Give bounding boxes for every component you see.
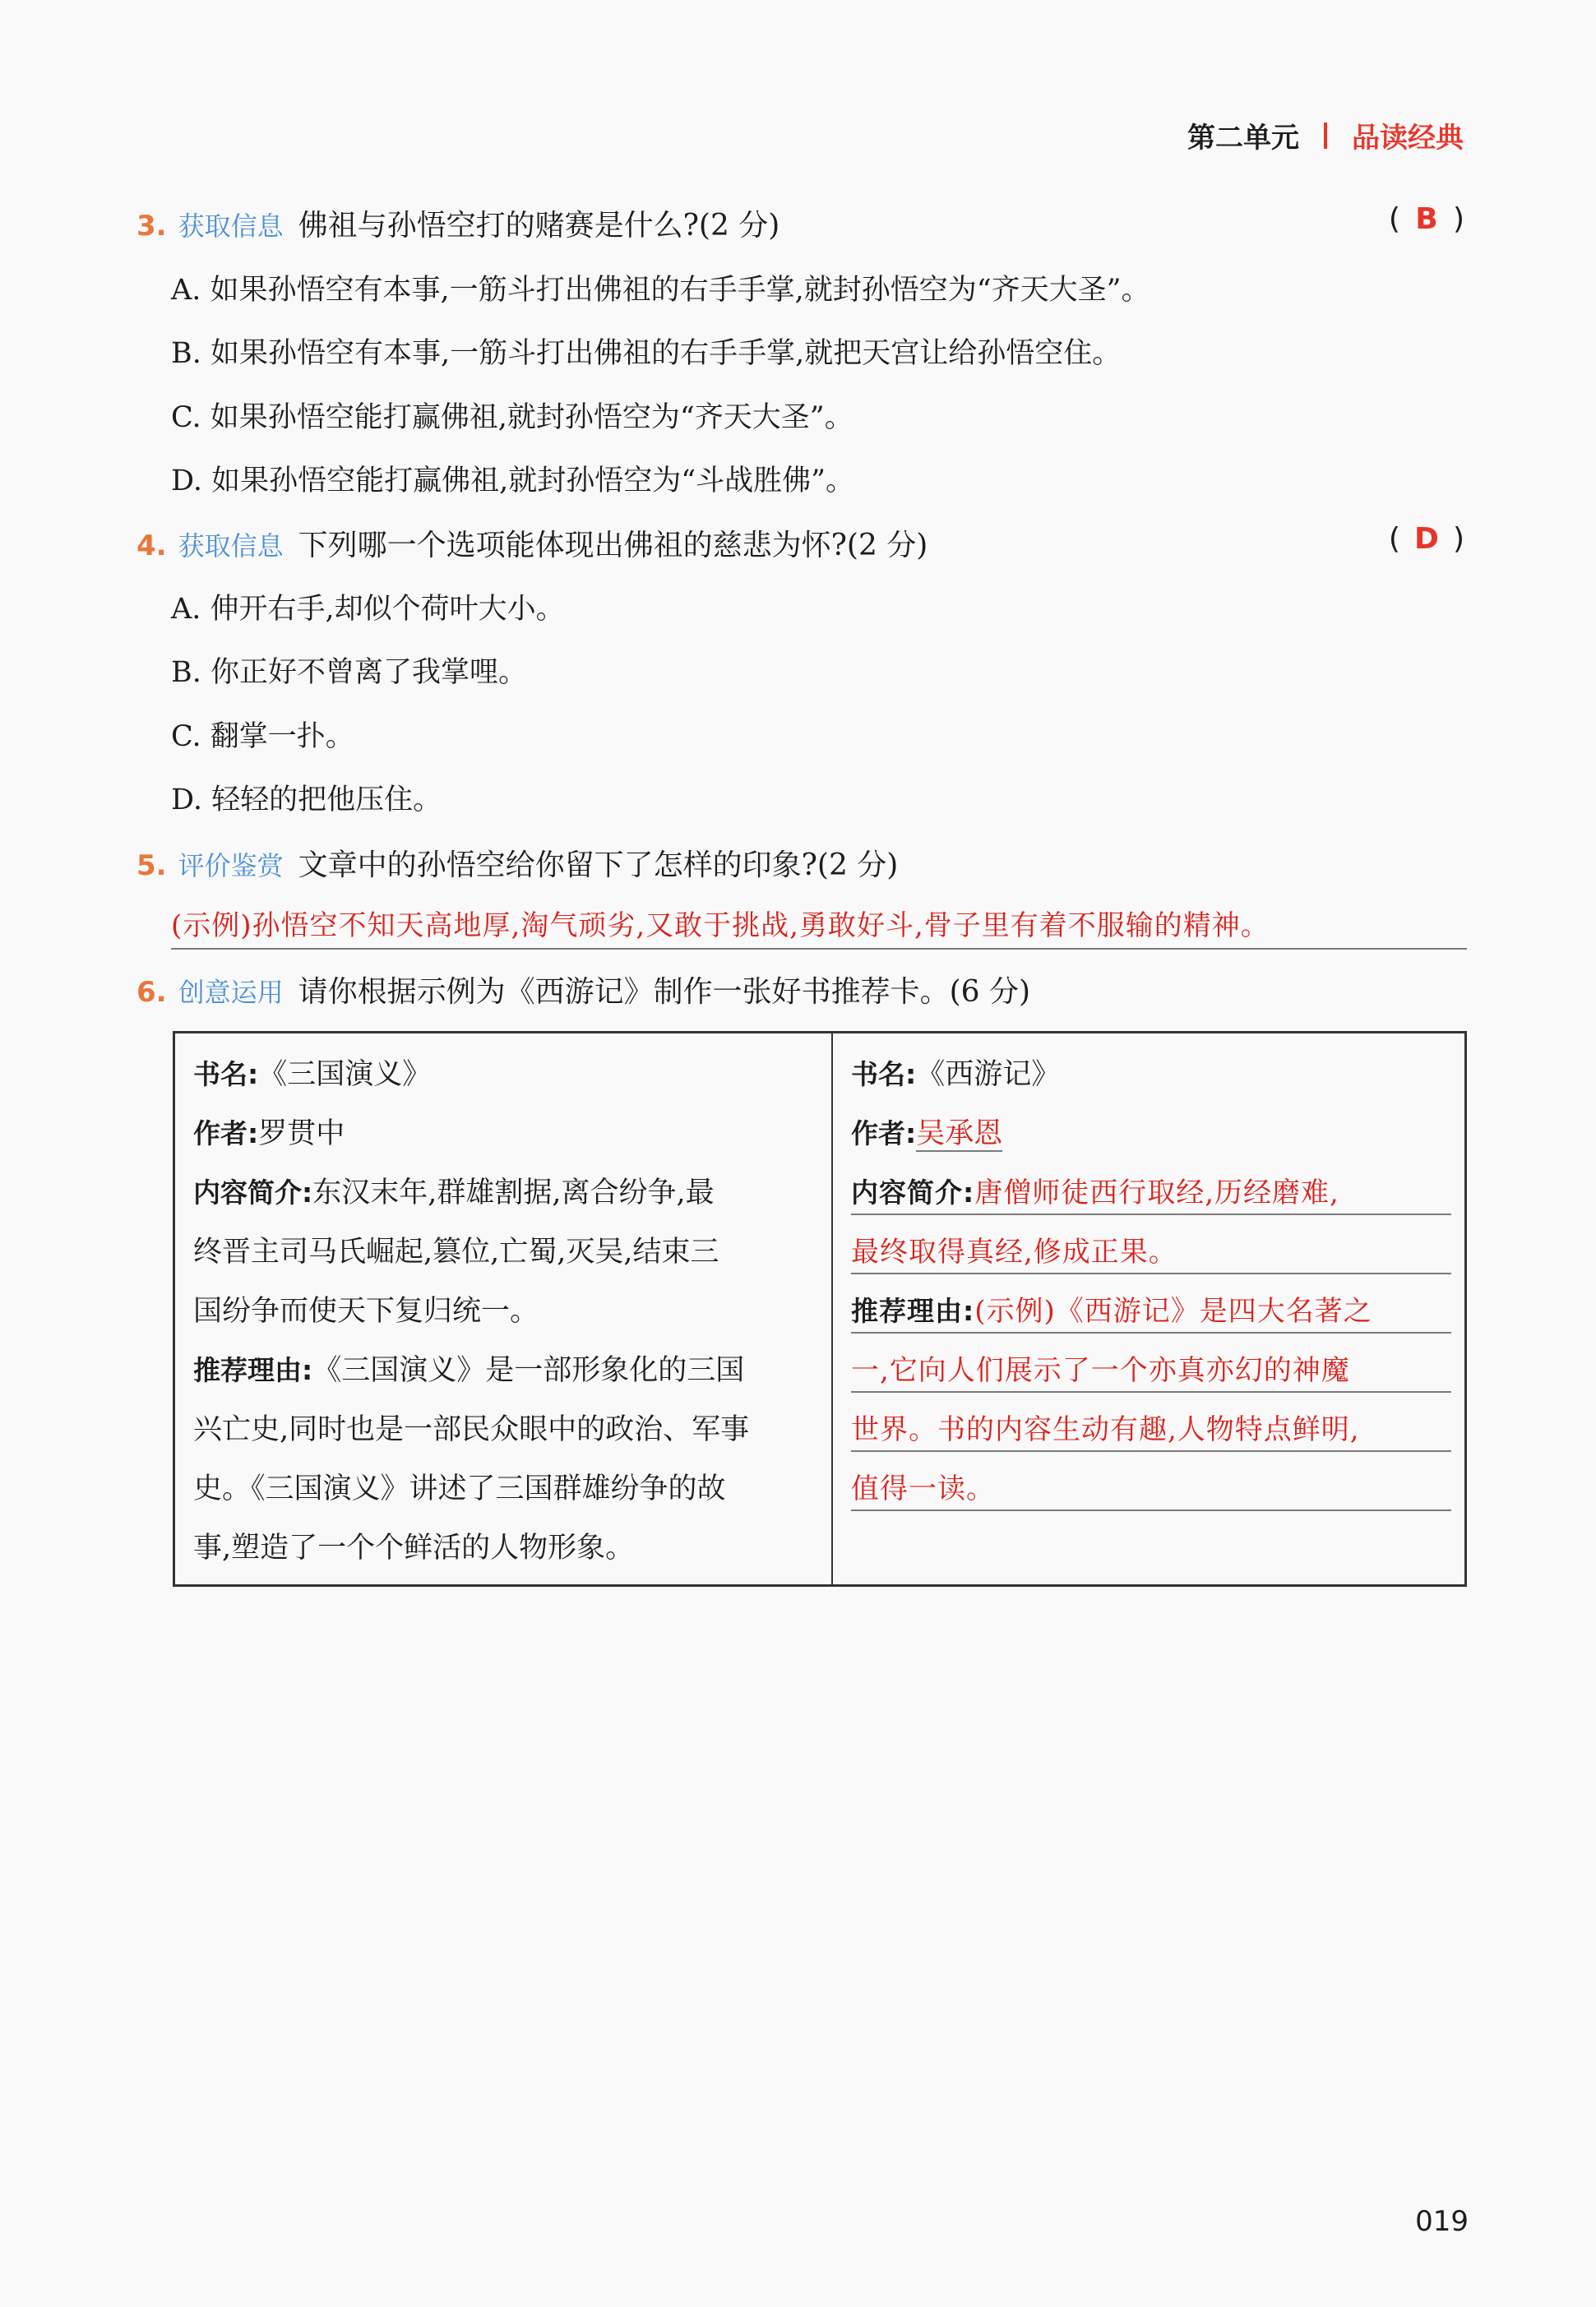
- reason-line: 《三国演义》是一部形象化的三国: [312, 1354, 745, 1387]
- question-tag: 获取信息: [178, 210, 284, 242]
- summary-line: 国纷争而使天下复归统一。: [193, 1295, 539, 1328]
- summary-row[interactable]: [851, 1170, 1451, 1215]
- question-tag: 评价鉴赏: [178, 850, 284, 881]
- summary-line: 终晋主司马氏崛起,篡位,亡蜀,灭吴,结束三: [193, 1236, 719, 1269]
- option-d: D. 如果孙悟空能打赢佛祖,就封孙悟空为“斗战胜佛”。: [171, 465, 854, 497]
- written-answer-5[interactable]: (示例)孙悟空不知天高地厚,淘气顽劣,又敢于挑战,勇敢好斗,骨子里有着不服输的精神。: [171, 903, 1467, 950]
- question-number: 3.: [136, 210, 167, 243]
- option-b: B. 如果孙悟空有本事,一筋斗打出佛祖的右手手掌,就把天宫让给孙悟空住。: [171, 337, 1122, 370]
- question-stem: 下列哪一个选项能体现出佛祖的慈悲为怀?(2 分): [298, 529, 928, 562]
- answer-letter: D: [1414, 522, 1439, 556]
- summary-answer-line[interactable]: 最终取得真经,修成正果。: [851, 1229, 1451, 1274]
- answer-card: [833, 1033, 1464, 1584]
- option-a: A. 伸开右手,却似个荷叶大小。: [171, 593, 565, 626]
- option-b: B. 你正好不曾离了我掌哩。: [171, 656, 527, 689]
- question-3: [136, 202, 779, 244]
- book-row: [193, 1052, 431, 1093]
- reason-row: [193, 1348, 744, 1389]
- book-row: [851, 1052, 1060, 1093]
- author-row: [851, 1111, 1002, 1152]
- unit-title: 第二单元: [1187, 122, 1299, 155]
- reason-row[interactable]: [851, 1288, 1451, 1334]
- question-tag: 创意运用: [178, 977, 284, 1008]
- question-stem: 文章中的孙悟空给你留下了怎样的印象?(2 分): [298, 848, 899, 882]
- question-number: 5.: [136, 849, 167, 882]
- reason-answer-line: (示例)《西游记》是四大名著之: [974, 1295, 1372, 1328]
- author-answer[interactable]: 吴承恩: [916, 1117, 1003, 1150]
- summary-line: 东汉末年,群雄割据,离合纷争,最: [312, 1177, 715, 1209]
- section-title: 品读经典: [1352, 122, 1464, 155]
- reason-answer-line[interactable]: 一,它向人们展示了一个亦真亦幻的神魔: [851, 1348, 1451, 1393]
- reason-label: 推荐理由:: [193, 1354, 313, 1386]
- answer-box-3[interactable]: ( B ): [1388, 202, 1464, 236]
- book-label: 书名:: [193, 1058, 259, 1090]
- answer-letter: B: [1415, 202, 1438, 236]
- question-stem: 佛祖与孙悟空打的赌赛是什么?(2 分): [298, 209, 780, 243]
- summary-row: [193, 1170, 715, 1211]
- author-label: 作者:: [851, 1117, 917, 1149]
- question-number: 4.: [136, 529, 167, 562]
- example-card: [175, 1033, 833, 1584]
- page-number: 019: [1415, 2205, 1469, 2238]
- book-title: 《西游记》: [916, 1058, 1061, 1091]
- question-4: [136, 522, 928, 564]
- option-d: D. 轻轻的把他压住。: [171, 784, 442, 816]
- book-card-table: [173, 1031, 1467, 1587]
- reason-line: 事,塑造了一个个鲜活的人物形象。: [193, 1532, 635, 1565]
- reason-line: 史。《三国演义》讲述了三国群雄纷争的故: [193, 1473, 726, 1505]
- option-c: C. 如果孙悟空能打赢佛祖,就封孙悟空为“齐天大圣”。: [171, 401, 854, 434]
- summary-answer-line: 唐僧师徒西行取经,历经磨难,: [974, 1177, 1339, 1209]
- question-number: 6.: [136, 976, 167, 1009]
- reason-label: 推荐理由:: [851, 1295, 975, 1327]
- book-title: 《三国演义》: [258, 1058, 432, 1091]
- page-header: [1187, 115, 1464, 155]
- reason-line: 兴亡史,同时也是一部民众眼中的政治、军事: [193, 1413, 750, 1446]
- answer-box-4[interactable]: ( D ): [1388, 522, 1464, 556]
- book-label: 书名:: [851, 1058, 917, 1090]
- question-6: [136, 969, 1030, 1010]
- reason-answer-line[interactable]: 值得一读。: [851, 1466, 1451, 1511]
- header-divider: [1324, 123, 1327, 149]
- question-5: [136, 842, 898, 884]
- summary-label: 内容简介:: [193, 1177, 313, 1209]
- author-name: 罗贯中: [258, 1117, 345, 1150]
- question-tag: 获取信息: [178, 530, 284, 562]
- author-row: [193, 1111, 345, 1152]
- option-a: A. 如果孙悟空有本事,一筋斗打出佛祖的右手手掌,就封孙悟空为“齐天大圣”。: [171, 274, 1150, 307]
- summary-label: 内容简介:: [851, 1177, 975, 1209]
- reason-answer-line[interactable]: 世界。书的内容生动有趣,人物特点鲜明,: [851, 1407, 1451, 1452]
- author-label: 作者:: [193, 1117, 259, 1149]
- question-stem: 请你根据示例为《西游记》制作一张好书推荐卡。(6 分): [298, 975, 1031, 1009]
- option-c: C. 翻掌一扑。: [171, 720, 354, 753]
